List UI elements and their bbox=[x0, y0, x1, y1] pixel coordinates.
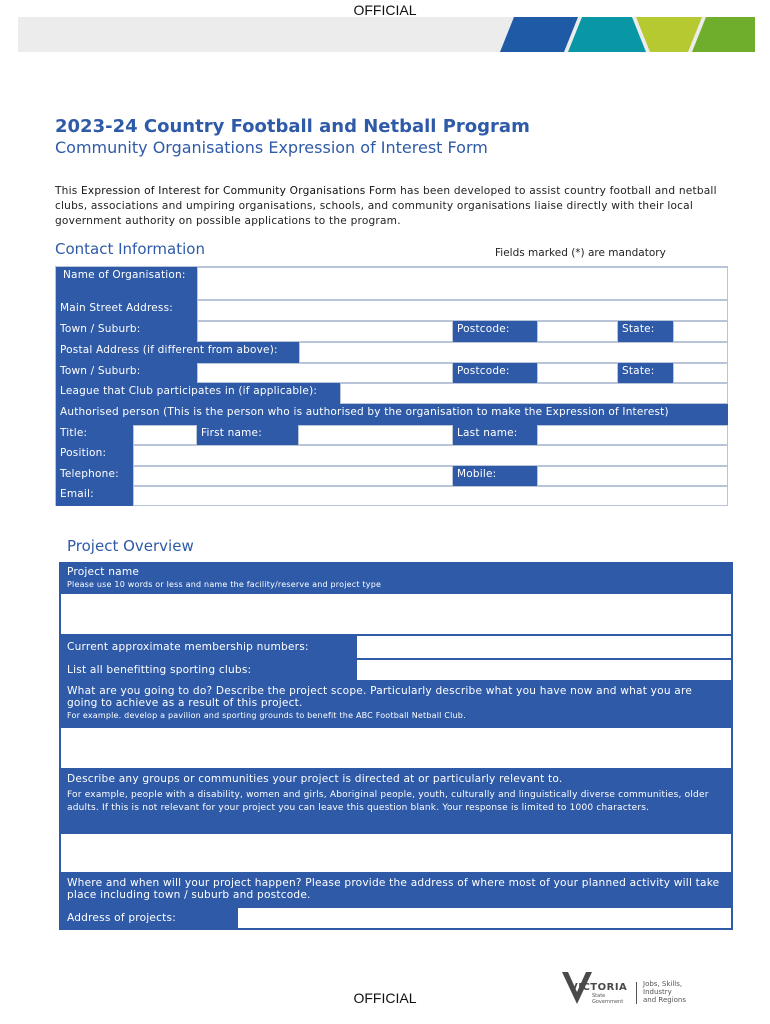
authorised-person-header: Authorised person (This is the person who is authorised by the organisation to make the Expression of Interest) bbox=[56, 404, 728, 425]
position-field[interactable] bbox=[133, 445, 728, 466]
intro-paragraph bbox=[55, 184, 735, 229]
first-name-field[interactable] bbox=[298, 425, 453, 445]
org-name-field[interactable] bbox=[197, 267, 728, 300]
mandatory-note: Fields marked (*) are mandatory bbox=[495, 247, 666, 259]
contact-heading: Contact Information bbox=[55, 240, 205, 258]
title-label: Title: bbox=[56, 425, 133, 445]
chevron-green bbox=[692, 17, 755, 52]
clubs-field[interactable] bbox=[356, 659, 732, 681]
town-field-2[interactable] bbox=[197, 363, 453, 383]
mobile-field[interactable] bbox=[537, 466, 728, 486]
page-title: 2023-24 Country Football and Netball Program bbox=[55, 116, 530, 137]
postcode-label-2: Postcode: bbox=[453, 363, 537, 383]
contact-form bbox=[55, 266, 728, 506]
state-label-2: State: bbox=[618, 363, 673, 383]
clubs-label bbox=[60, 659, 356, 681]
org-name-label: Name of Organisation: bbox=[56, 267, 197, 300]
project-heading: Project Overview bbox=[67, 537, 194, 555]
address-question: Address of projects: bbox=[67, 912, 176, 924]
postal-address-field[interactable] bbox=[299, 342, 728, 363]
state-government-text bbox=[592, 993, 623, 1005]
logo-sub-line-1: State bbox=[592, 993, 606, 999]
telephone-field[interactable] bbox=[133, 466, 453, 486]
where-label bbox=[60, 873, 732, 907]
project-name-question: Project name bbox=[67, 566, 140, 578]
groups-question: Describe any groups or communities your project is directed at or particularly relevant to. bbox=[67, 773, 563, 785]
membership-field[interactable] bbox=[356, 635, 732, 659]
groups-label bbox=[60, 769, 732, 833]
dept-line-3: and Regions bbox=[643, 996, 687, 1004]
clubs-question: List all benefitting sporting clubs: bbox=[67, 664, 252, 676]
town-field-1[interactable] bbox=[197, 321, 453, 342]
last-name-label: Last name: bbox=[453, 425, 537, 445]
title-field[interactable] bbox=[133, 425, 197, 445]
where-question: Where and when will your project happen? Please provide the address of where most of your planned activity will take place including town / suburb and postcode. bbox=[67, 877, 720, 901]
last-name-field[interactable] bbox=[537, 425, 728, 445]
main-address-label: Main Street Address: bbox=[56, 300, 197, 321]
address-field[interactable] bbox=[237, 907, 732, 929]
league-label: League that Club participates in (if applicable): bbox=[56, 383, 340, 404]
state-label-1: State: bbox=[618, 321, 673, 342]
town-label-2: Town / Suburb: bbox=[56, 363, 197, 383]
first-name-label: First name: bbox=[197, 425, 298, 445]
postcode-label-1: Postcode: bbox=[453, 321, 537, 342]
league-field[interactable] bbox=[340, 383, 728, 404]
address-label bbox=[60, 907, 237, 929]
official-label-top: OFFICIAL bbox=[353, 2, 417, 18]
postcode-field-2[interactable] bbox=[537, 363, 618, 383]
project-name-field[interactable] bbox=[60, 593, 732, 635]
scope-label bbox=[60, 681, 732, 727]
victoria-chevron-banner bbox=[500, 17, 755, 52]
project-name-hint: Please use 10 words or less and name the facility/reserve and project type bbox=[67, 580, 382, 589]
membership-label bbox=[60, 635, 356, 659]
scope-hint: For example. develop a pavilion and sporting grounds to benefit the ABC Football Netball Club. bbox=[67, 711, 466, 720]
postcode-field-1[interactable] bbox=[537, 321, 618, 342]
dept-line-2: Industry bbox=[643, 988, 672, 996]
email-label: Email: bbox=[56, 486, 133, 506]
department-name bbox=[643, 980, 686, 1004]
intro-before: This bbox=[55, 185, 82, 197]
groups-field[interactable] bbox=[60, 833, 732, 873]
state-field-1[interactable] bbox=[673, 321, 728, 342]
position-label: Position: bbox=[56, 445, 133, 466]
scope-field[interactable] bbox=[60, 727, 732, 769]
project-name-label bbox=[60, 563, 732, 593]
membership-question: Current approximate membership numbers: bbox=[67, 641, 309, 653]
state-field-2[interactable] bbox=[673, 363, 728, 383]
mobile-label: Mobile: bbox=[453, 466, 537, 486]
chevron-lime bbox=[636, 17, 702, 52]
email-field[interactable] bbox=[133, 486, 728, 506]
page-subtitle: Community Organisations Expression of Interest Form bbox=[55, 138, 488, 157]
groups-hint: For example, people with a disability, women and girls, Aboriginal people, youth, culturally and linguistically diverse communities, older adults. If this is not relevant for your project you can leave this question blank. Your response is limited to 1000 characters. bbox=[67, 790, 709, 813]
victoria-logo-wordmark: VICTORIA bbox=[570, 982, 628, 993]
dept-line-1: Jobs, Skills, bbox=[643, 980, 683, 988]
town-label-1: Town / Suburb: bbox=[56, 321, 197, 342]
logo-sub-line-2: Government bbox=[592, 999, 624, 1005]
postal-address-label: Postal Address (if different from above): bbox=[56, 342, 299, 363]
project-form bbox=[59, 562, 733, 930]
scope-question: What are you going to do? Describe the project scope. Particularly describe what you have now and what you are going to achieve as a result of this project. bbox=[67, 685, 693, 709]
intro-after: has been developed to assist country football and netball clubs, associations and umpiring organisations, schools, and community organisations liaise directly with their local government authority on possible applications to the program. bbox=[55, 185, 717, 227]
chevron-teal bbox=[568, 17, 646, 52]
official-label-bottom: OFFICIAL bbox=[353, 990, 417, 1006]
logo-divider bbox=[636, 982, 637, 1004]
intro-form-name: Expression of Interest for Community Organisations Form bbox=[81, 185, 397, 197]
telephone-label: Telephone: bbox=[56, 466, 133, 486]
chevron-blue bbox=[500, 17, 578, 52]
main-address-field[interactable] bbox=[197, 300, 728, 321]
